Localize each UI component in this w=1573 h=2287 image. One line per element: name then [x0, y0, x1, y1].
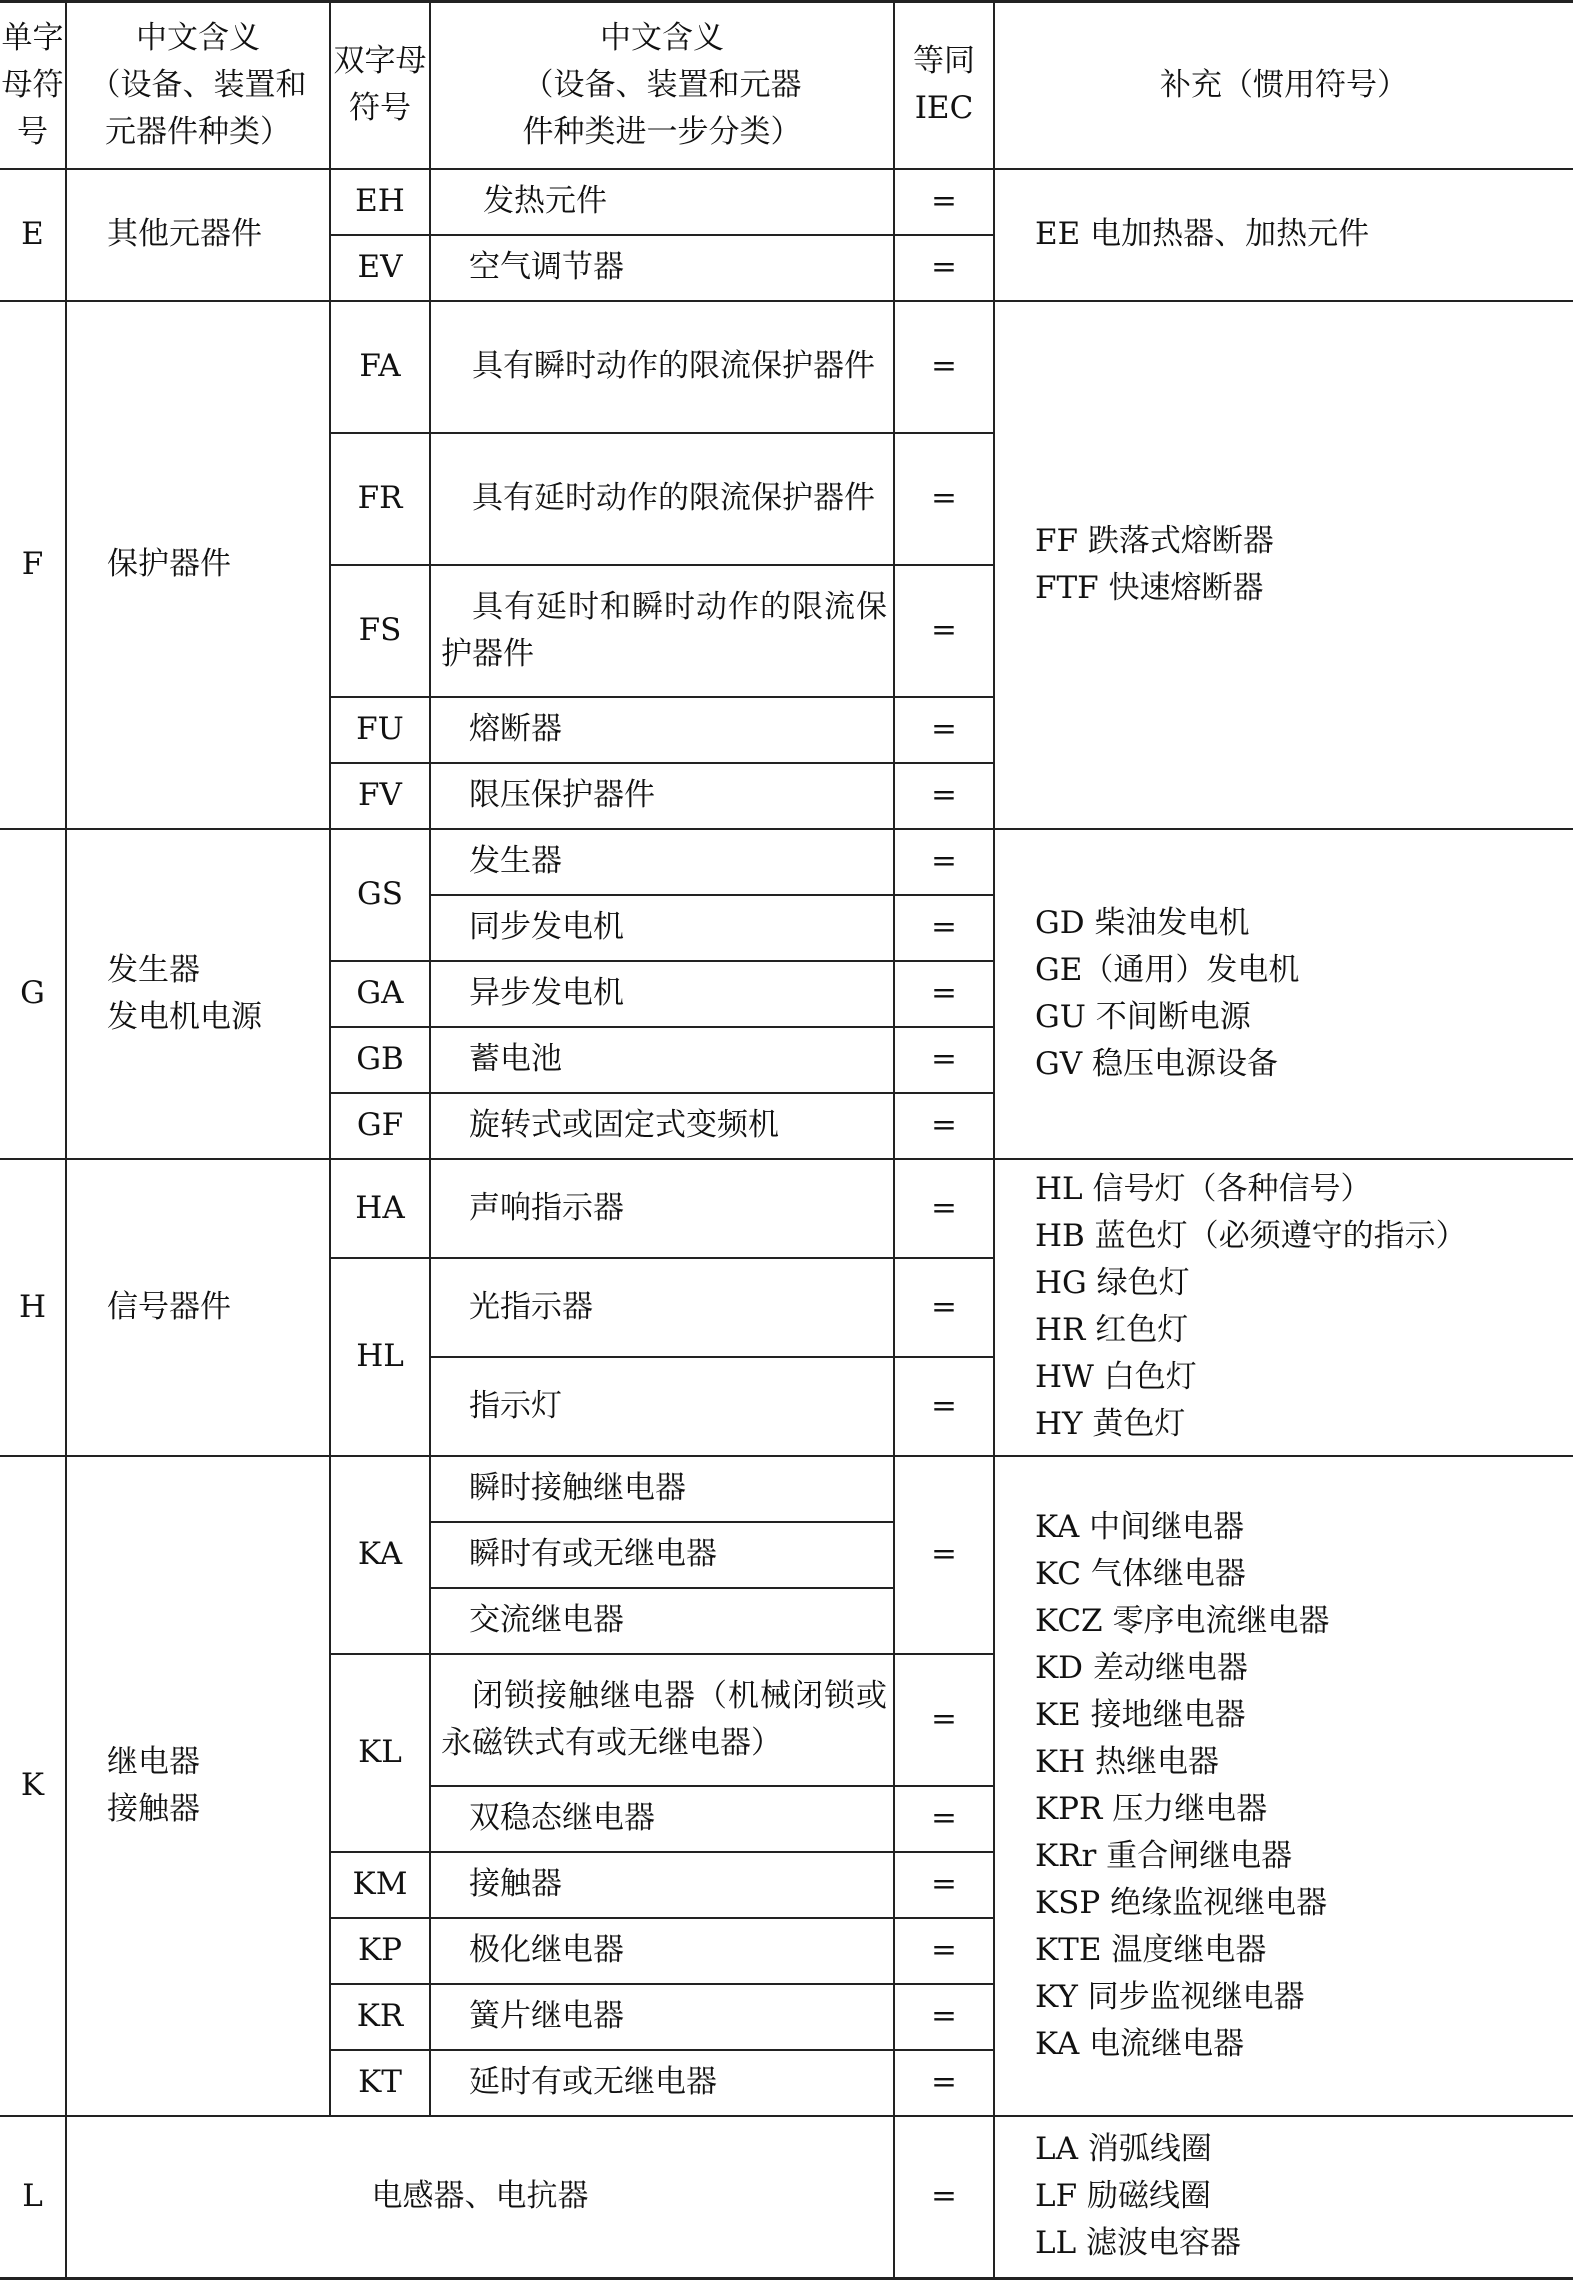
desc-cell: 具有瞬时动作的限流保护器件: [430, 301, 894, 433]
category-cell: 信号器件: [66, 1159, 330, 1456]
code-cell: HL: [330, 1258, 430, 1456]
table-row: [0, 829, 1573, 895]
desc-cell: 交流继电器: [430, 1588, 894, 1654]
category-cell: 保护器件: [66, 301, 330, 829]
table-row: [0, 2116, 1573, 2279]
table-row: [0, 169, 1573, 235]
single-letter-cell: G: [0, 829, 66, 1159]
supplement-cell: GD 柴油发电机 GE（通用）发电机 GU 不间断电源 GV 稳压电源设备: [994, 829, 1573, 1159]
code-cell: GF: [330, 1093, 430, 1159]
desc-cell: 异步发电机: [430, 961, 894, 1027]
category-cell: 电感器、电抗器: [66, 2116, 894, 2279]
iec-cell: =: [894, 697, 994, 763]
desc-cell: 瞬时有或无继电器: [430, 1522, 894, 1588]
supplement-cell: HL 信号灯（各种信号） HB 蓝色灯（必须遵守的指示） HG 绿色灯 HR 红色灯 HW 白色灯 HY 黄色灯: [994, 1159, 1573, 1456]
desc-cell: 延时有或无继电器: [430, 2050, 894, 2116]
code-cell: KR: [330, 1984, 430, 2050]
single-letter-cell: H: [0, 1159, 66, 1456]
iec-cell: =: [894, 829, 994, 895]
code-cell: EV: [330, 235, 430, 301]
category-cell: 继电器 接触器: [66, 1456, 330, 2116]
code-cell: EH: [330, 169, 430, 235]
code-cell: FR: [330, 433, 430, 565]
desc-cell: 簧片继电器: [430, 1984, 894, 2050]
desc-cell: 蓄电池: [430, 1027, 894, 1093]
header-single-letter: 单字 母符 号: [0, 2, 66, 169]
desc-cell: 发生器: [430, 829, 894, 895]
code-cell: KT: [330, 2050, 430, 2116]
desc-cell: 具有延时动作的限流保护器件: [430, 433, 894, 565]
iec-cell: =: [894, 1786, 994, 1852]
single-letter-cell: E: [0, 169, 66, 301]
code-cell: HA: [330, 1159, 430, 1258]
desc-cell: 光指示器: [430, 1258, 894, 1357]
iec-cell: =: [894, 1918, 994, 1984]
desc-cell: 具有延时和瞬时动作的限流保护器件: [430, 565, 894, 697]
iec-cell: =: [894, 1984, 994, 2050]
desc-cell: 同步发电机: [430, 895, 894, 961]
desc-cell: 旋转式或固定式变频机: [430, 1093, 894, 1159]
code-cell: KL: [330, 1654, 430, 1852]
desc-cell: 限压保护器件: [430, 763, 894, 829]
code-cell: FV: [330, 763, 430, 829]
iec-cell: =: [894, 433, 994, 565]
header-row: [0, 2, 1573, 169]
supplement-cell: KA 中间继电器 KC 气体继电器 KCZ 零序电流继电器 KD 差动继电器 KE 接地继电器 KH 热继电器 KPR 压力继电器 KRr 重合闸继电器 KSP 绝缘监视继电器 KTE 温度继电器 KY 同步监视继电器 KA 电流继电器: [994, 1456, 1573, 2116]
iec-cell: =: [894, 565, 994, 697]
single-letter-cell: K: [0, 1456, 66, 2116]
code-cell: FA: [330, 301, 430, 433]
iec-cell: =: [894, 1027, 994, 1093]
header-meaning-category: 中文含义 （设备、装置和 元器件种类）: [66, 2, 330, 169]
single-letter-cell: F: [0, 301, 66, 829]
iec-cell: =: [894, 961, 994, 1027]
code-cell: FU: [330, 697, 430, 763]
table-row: [0, 1456, 1573, 1522]
iec-cell: =: [894, 1093, 994, 1159]
desc-cell: 接触器: [430, 1852, 894, 1918]
iec-cell: =: [894, 763, 994, 829]
single-letter-cell: L: [0, 2116, 66, 2279]
code-cell: GB: [330, 1027, 430, 1093]
supplement-cell: EE 电加热器、加热元件: [994, 169, 1573, 301]
iec-cell: =: [894, 301, 994, 433]
desc-cell: 双稳态继电器: [430, 1786, 894, 1852]
iec-cell: =: [894, 1654, 994, 1786]
desc-cell: 指示灯: [430, 1357, 894, 1456]
category-cell: 其他元器件: [66, 169, 330, 301]
desc-cell: 极化继电器: [430, 1918, 894, 1984]
desc-cell: 发热元件: [430, 169, 894, 235]
code-cell: KA: [330, 1456, 430, 1654]
desc-cell: 熔断器: [430, 697, 894, 763]
desc-cell: 闭锁接触继电器（机械闭锁或永磁铁式有或无继电器）: [430, 1654, 894, 1786]
iec-cell: =: [894, 1852, 994, 1918]
header-supplement: 补充（惯用符号）: [994, 2, 1573, 169]
iec-cell: =: [894, 2116, 994, 2279]
supplement-cell: LA 消弧线圈 LF 励磁线圈 LL 滤波电容器: [994, 2116, 1573, 2279]
iec-cell: =: [894, 1357, 994, 1456]
desc-cell: 空气调节器: [430, 235, 894, 301]
code-cell: KM: [330, 1852, 430, 1918]
desc-cell: 瞬时接触继电器: [430, 1456, 894, 1522]
category-cell: 发生器 发电机电源: [66, 829, 330, 1159]
iec-cell: =: [894, 1456, 994, 1654]
iec-cell: =: [894, 1258, 994, 1357]
iec-cell: =: [894, 2050, 994, 2116]
iec-cell: =: [894, 895, 994, 961]
header-double-letter: 双字母 符号: [330, 2, 430, 169]
table-row: [0, 1159, 1573, 1258]
desc-cell: 声响指示器: [430, 1159, 894, 1258]
iec-cell: =: [894, 1159, 994, 1258]
iec-cell: =: [894, 169, 994, 235]
code-cell: FS: [330, 565, 430, 697]
iec-cell: =: [894, 235, 994, 301]
header-meaning-subcategory: 中文含义 （设备、装置和元器 件种类进一步分类）: [430, 2, 894, 169]
header-iec: 等同 IEC: [894, 2, 994, 169]
code-cell: GA: [330, 961, 430, 1027]
code-cell: GS: [330, 829, 430, 961]
table-row: [0, 301, 1573, 433]
code-cell: KP: [330, 1918, 430, 1984]
supplement-cell: FF 跌落式熔断器 FTF 快速熔断器: [994, 301, 1573, 829]
